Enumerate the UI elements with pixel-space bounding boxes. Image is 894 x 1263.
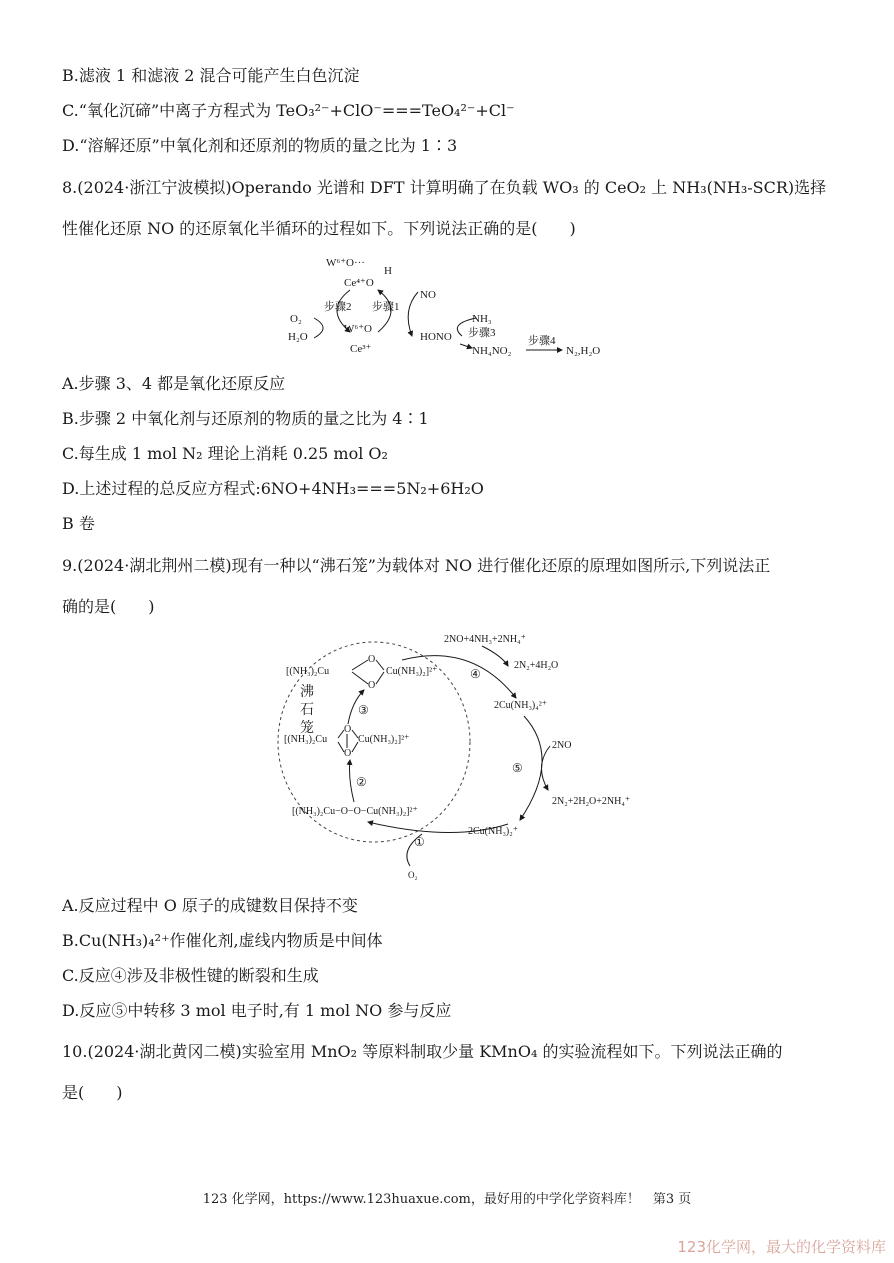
top-left-fragment: [(NH₃)₂Cu (286, 666, 330, 677)
svg-text:O: O (368, 680, 376, 691)
mid-right-fragment: Cu(NH₃)₂]²⁺ (358, 734, 410, 745)
wo-lower-label: W⁶⁺O (344, 323, 372, 335)
cu-nh3-4-species: 2Cu(NH₃)₄²⁺ (494, 700, 548, 711)
question-10-line2: 是( ) (62, 1083, 123, 1102)
step5-output: 2N₂+2H₂O+2NH₄⁺ (552, 796, 631, 807)
step5-marker: ⑤ (512, 761, 523, 775)
page-footer: 123 化学网，https://www.123huaxue.com，最好用的中学化学资料库！ 第3 页 (202, 1192, 692, 1207)
question-9-line2: 确的是( ) (62, 597, 155, 616)
option-9d: D.反应⑤中转移 3 mol 电子时,有 1 mol NO 参与反应 (62, 1001, 452, 1020)
step4-input: 2NO+4NH₃+2NH₄⁺ (444, 634, 526, 645)
step1-label: 步骤1 (372, 301, 400, 313)
watermark: 123化学网，最大的化学资料库 (677, 1238, 886, 1256)
step2-marker: ② (356, 775, 367, 789)
peroxo-complex: [(NH₃)₂Cu−O−O−Cu(NH₃)₂]²⁺ (292, 806, 418, 817)
step3-marker: ③ (358, 703, 369, 717)
option-8b: B.步骤 2 中氧化剂与还原剂的物质的量之比为 4∶1 (62, 409, 429, 428)
option-9a: A.反应过程中 O 原子的成键数目保持不变 (62, 896, 358, 915)
nh4no2-label: NH₄NO₂ (472, 345, 512, 357)
o2-label: O₂ (290, 313, 302, 325)
step4-output: 2N₂+4H₂O (514, 660, 559, 671)
catalytic-cycle-diagram-2 (272, 628, 632, 884)
svg-text:O: O (344, 748, 352, 759)
step4-marker: ④ (470, 667, 481, 681)
step3-label: 步骤3 (468, 327, 496, 339)
option-8d: D.上述过程的总反应方程式:6NO+4NH₃===5N₂+6H₂O (62, 479, 484, 498)
question-9-line1: 9.(2024·湖北荆州二模)现有一种以“沸石笼”为载体对 NO 进行催化还原的原理如图所示,下列说法正 (62, 556, 771, 575)
wo-label: W⁶⁺O··· (326, 257, 365, 269)
option-8a: A.步骤 3、4 都是氧化还原反应 (62, 374, 286, 393)
option-8c: C.每生成 1 mol N₂ 理论上消耗 0.25 mol O₂ (62, 444, 388, 463)
cu-nh3-2-species: 2Cu(NH₃)₂⁺ (468, 826, 519, 837)
zeolite-char1: 沸 (300, 685, 314, 700)
mid-left-fragment: [(NH₃)₂Cu (284, 734, 328, 745)
svg-text:O: O (344, 724, 352, 735)
nh3-label: NH₃ (472, 313, 492, 325)
h-label: H (384, 265, 392, 277)
step4-label: 步骤4 (528, 335, 556, 347)
option-9b: B.Cu(NH₃)₄²⁺作催化剂,虚线内物质是中间体 (62, 931, 383, 950)
ce-o-label: Ce⁴⁺O (344, 277, 374, 289)
top-right-fragment: Cu(NH₃)₂]²⁺ (386, 666, 438, 677)
h2o-label: H₂O (288, 331, 308, 343)
no-label: NO (420, 289, 436, 301)
section-b-heading: B 卷 (62, 514, 95, 533)
step5-input: 2NO (552, 740, 572, 751)
option-7c: C.“氧化沉碲”中离子方程式为 TeO₃²⁻+ClO⁻===TeO₄²⁻+Cl⁻ (62, 101, 515, 120)
option-9c: C.反应④涉及非极性键的断裂和生成 (62, 966, 319, 985)
question-10-line1: 10.(2024·湖北黄冈二模)实验室用 MnO₂ 等原料制取少量 KMnO₄ 的实验流程如下。下列说法正确的 (62, 1042, 783, 1061)
step1-marker: ① (414, 835, 425, 849)
hono-label: HONO (420, 331, 452, 343)
question-8-line1: 8.(2024·浙江宁波模拟)Operando 光谱和 DFT 计算明确了在负载 WO₃ 的 CeO₂ 上 NH₃(NH₃-SCR)选择 (62, 178, 827, 197)
zeolite-char3: 笼 (300, 721, 314, 736)
arrow-step5 (520, 716, 542, 820)
option-7d: D.“溶解还原”中氧化剂和还原剂的物质的量之比为 1∶3 (62, 136, 458, 155)
step2-label: 步骤2 (324, 301, 352, 313)
ce3-label: Ce³⁺ (350, 343, 372, 355)
products-label: N₂,H₂O (566, 345, 601, 357)
option-7b: B.滤液 1 和滤液 2 混合可能产生白色沉淀 (62, 66, 360, 85)
question-8-line2: 性催化还原 NO 的还原氧化半循环的过程如下。下列说法正确的是( ) (62, 219, 576, 238)
zeolite-char2: 石 (300, 703, 314, 718)
o2-input: O₂ (408, 870, 418, 880)
svg-text:O: O (368, 654, 376, 665)
catalytic-cycle-diagram-1 (280, 252, 620, 364)
